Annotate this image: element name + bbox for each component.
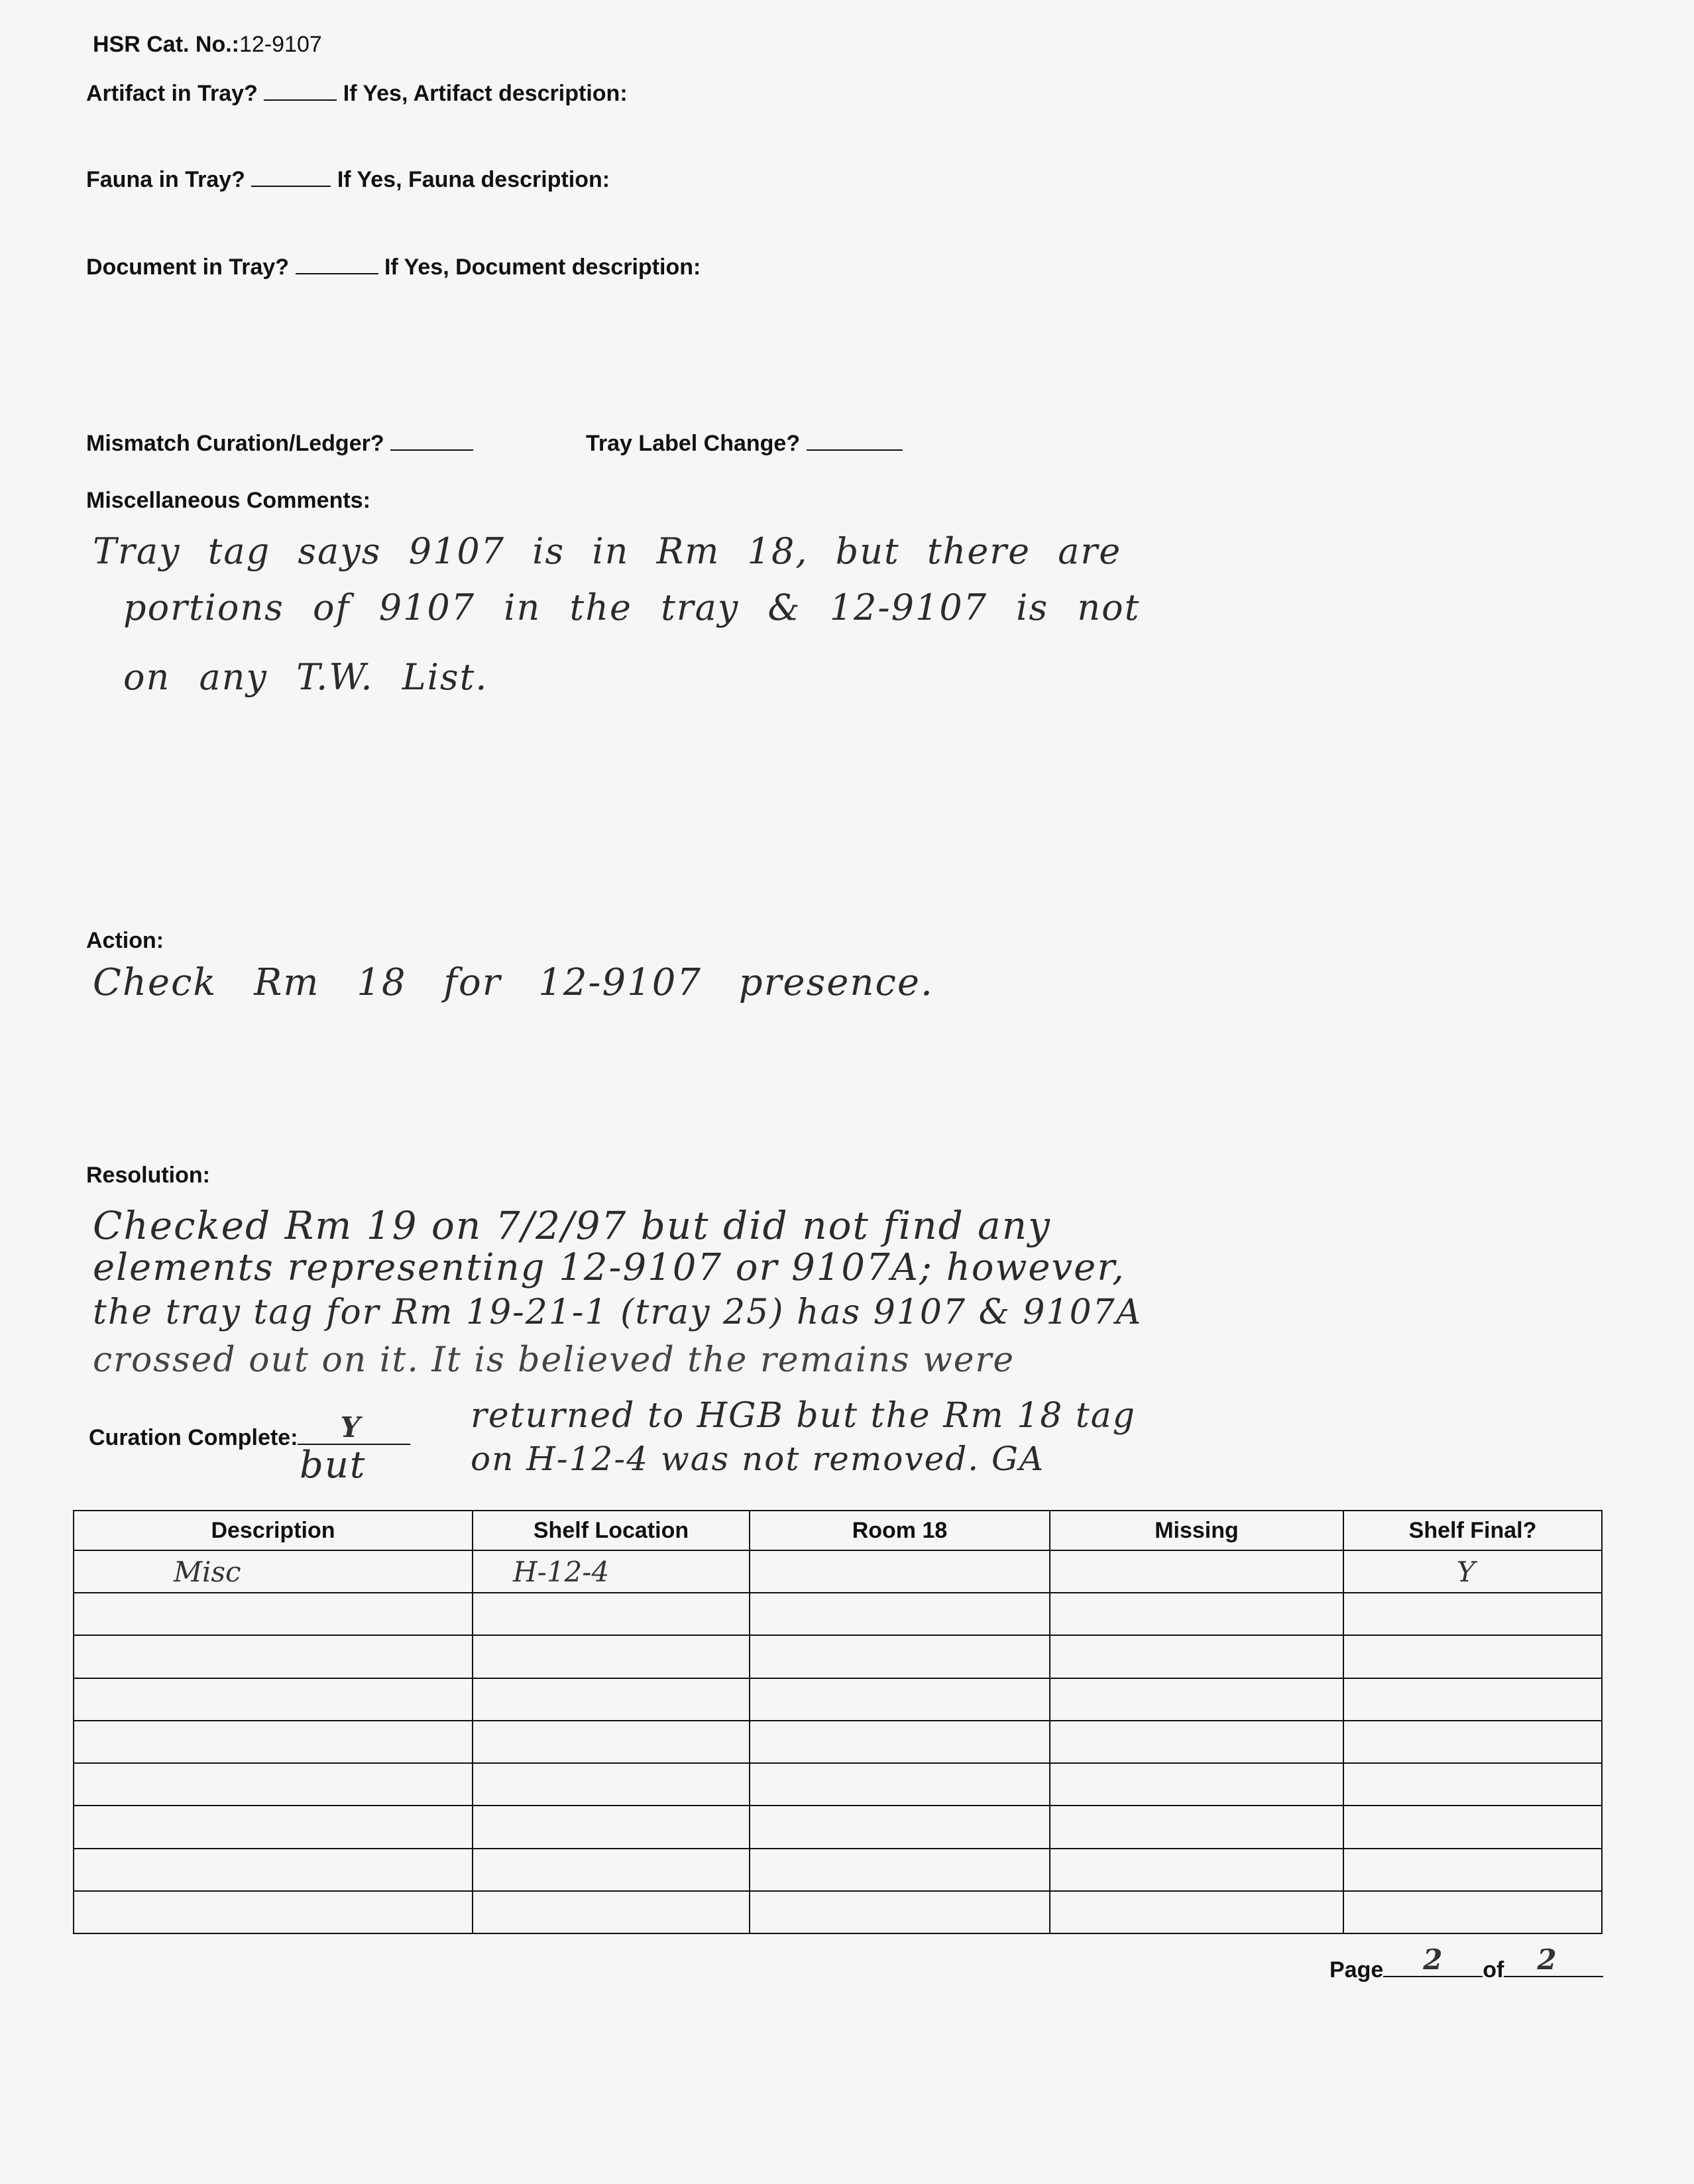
cell-value-missing bbox=[1050, 1598, 1077, 1631]
resolution-prefix-but: but bbox=[300, 1444, 367, 1487]
cell-value-shelf-location bbox=[473, 1598, 513, 1631]
table-cell-description bbox=[74, 1635, 473, 1678]
cell-value-room-18 bbox=[750, 1853, 777, 1886]
table-row bbox=[74, 1806, 1602, 1848]
cell-value-description bbox=[74, 1683, 174, 1715]
table-cell-shelf-final bbox=[1343, 1721, 1602, 1763]
document-description-label: If Yes, Document description: bbox=[384, 255, 701, 280]
table-cell-shelf-final bbox=[1343, 1678, 1602, 1721]
table-header-row bbox=[74, 1511, 1602, 1550]
table-cell-room-18 bbox=[750, 1678, 1050, 1721]
page-number-line bbox=[1329, 1943, 1603, 1983]
document-question-label: Document in Tray? bbox=[86, 255, 290, 280]
table-cell-description bbox=[74, 1806, 473, 1848]
artifact-description-label: If Yes, Artifact description: bbox=[343, 81, 628, 106]
table-cell-shelf-location bbox=[473, 1593, 750, 1635]
cell-value-description: Misc bbox=[174, 1555, 241, 1588]
cell-value-description bbox=[74, 1853, 174, 1886]
cell-value-room-18 bbox=[750, 1768, 777, 1801]
table-cell-room-18 bbox=[750, 1721, 1050, 1763]
fauna-answer-blank bbox=[251, 186, 331, 187]
mismatch-line bbox=[86, 431, 473, 457]
table-cell-room-18 bbox=[750, 1550, 1050, 1593]
column-header-missing: Missing bbox=[1050, 1511, 1343, 1550]
cat-number-line bbox=[93, 32, 322, 58]
fauna-line bbox=[86, 167, 610, 193]
cell-value-description bbox=[74, 1725, 174, 1758]
cell-value-room-18 bbox=[750, 1683, 777, 1715]
table-cell-description bbox=[74, 1849, 473, 1891]
cell-value-shelf-final bbox=[1344, 1640, 1457, 1673]
column-header-shelf-location: Shelf Location bbox=[473, 1511, 750, 1550]
cell-value-description bbox=[74, 1640, 174, 1673]
artifact-answer-blank bbox=[264, 99, 337, 101]
table-cell-shelf-final bbox=[1343, 1593, 1602, 1635]
table-cell-shelf-location bbox=[473, 1849, 750, 1891]
table-cell-description bbox=[74, 1678, 473, 1721]
fauna-description-label: If Yes, Fauna description: bbox=[337, 167, 610, 192]
cell-value-room-18 bbox=[750, 1640, 777, 1673]
cell-value-missing bbox=[1050, 1725, 1077, 1758]
cell-value-shelf-final bbox=[1344, 1598, 1457, 1631]
table-cell-description bbox=[74, 1721, 473, 1763]
cell-value-room-18 bbox=[750, 1556, 777, 1588]
cell-value-shelf-location bbox=[473, 1811, 513, 1843]
table-cell-missing bbox=[1050, 1635, 1343, 1678]
table-cell-missing bbox=[1050, 1721, 1343, 1763]
cell-value-description bbox=[74, 1598, 174, 1631]
table-cell-shelf-location bbox=[473, 1678, 750, 1721]
table-cell-shelf-location bbox=[473, 1635, 750, 1678]
table-cell-shelf-final bbox=[1343, 1635, 1602, 1678]
artifact-line bbox=[86, 81, 628, 107]
cell-value-shelf-location: H-12-4 bbox=[513, 1555, 610, 1588]
table-cell-missing bbox=[1050, 1849, 1343, 1891]
cell-value-shelf-location bbox=[473, 1683, 513, 1715]
cell-value-shelf-final bbox=[1344, 1683, 1457, 1715]
table-cell-room-18 bbox=[750, 1849, 1050, 1891]
table-cell-missing bbox=[1050, 1763, 1343, 1806]
table-row bbox=[74, 1763, 1602, 1806]
mismatch-answer-blank bbox=[390, 449, 473, 451]
cell-value-description bbox=[74, 1768, 174, 1801]
cell-value-room-18 bbox=[750, 1896, 777, 1928]
resolution-line-2: elements representing 12-9107 or 9107A; however, bbox=[93, 1246, 1125, 1289]
page-number-value: 2 bbox=[1423, 1943, 1443, 1976]
table-cell-description bbox=[74, 1891, 473, 1933]
curation-complete-value: Y bbox=[340, 1411, 361, 1444]
table-cell-shelf-final bbox=[1343, 1849, 1602, 1891]
table-cell-shelf-final bbox=[1343, 1763, 1602, 1806]
cell-value-missing bbox=[1050, 1896, 1077, 1928]
table-cell-shelf-final bbox=[1343, 1806, 1602, 1848]
cell-value-shelf-final bbox=[1344, 1853, 1457, 1886]
cell-value-shelf-location bbox=[473, 1896, 513, 1928]
table-cell-missing bbox=[1050, 1891, 1343, 1933]
table-cell-room-18 bbox=[750, 1635, 1050, 1678]
action-handwritten: Check Rm 18 for 12-9107 presence. bbox=[93, 961, 934, 1004]
cell-value-room-18 bbox=[750, 1598, 777, 1631]
cell-value-shelf-final bbox=[1344, 1811, 1457, 1843]
table-row bbox=[74, 1593, 1602, 1635]
cell-value-description bbox=[74, 1811, 174, 1843]
column-header-room-18: Room 18 bbox=[750, 1511, 1050, 1550]
cell-value-shelf-final bbox=[1344, 1896, 1457, 1928]
column-header-description: Description bbox=[74, 1511, 473, 1550]
table-cell-shelf-location bbox=[473, 1763, 750, 1806]
table-cell-shelf-final bbox=[1343, 1891, 1602, 1933]
table-row bbox=[74, 1635, 1602, 1678]
misc-comments-label: Miscellaneous Comments: bbox=[86, 488, 370, 513]
resolution-line-1: Checked Rm 19 on 7/2/97 but did not find any bbox=[93, 1203, 1051, 1248]
table-row bbox=[74, 1678, 1602, 1721]
table-cell-room-18 bbox=[750, 1593, 1050, 1635]
resolution-line-6: on H-12-4 was not removed. GA bbox=[471, 1440, 1045, 1478]
cell-value-room-18 bbox=[750, 1811, 777, 1843]
table-cell-description bbox=[74, 1763, 473, 1806]
cell-value-shelf-final: Y bbox=[1457, 1555, 1475, 1588]
tray-label-change-label: Tray Label Change? bbox=[586, 431, 801, 456]
table-cell-room-18 bbox=[750, 1891, 1050, 1933]
cell-value-missing bbox=[1050, 1768, 1077, 1801]
cell-value-shelf-location bbox=[473, 1853, 513, 1886]
misc-comment-line-1: Tray tag says 9107 is in Rm 18, but there are bbox=[93, 530, 1122, 572]
table-row bbox=[74, 1550, 1602, 1593]
cell-value-missing bbox=[1050, 1811, 1077, 1843]
total-pages-blank bbox=[1504, 1943, 1603, 1977]
cell-value-shelf-location bbox=[473, 1768, 513, 1801]
artifact-question-label: Artifact in Tray? bbox=[86, 81, 258, 106]
tray-label-change-line bbox=[586, 431, 903, 457]
table-cell-description bbox=[74, 1550, 473, 1593]
table-cell-shelf-final bbox=[1343, 1550, 1602, 1593]
table-row bbox=[74, 1891, 1602, 1933]
cat-number-label: HSR Cat. No.: bbox=[93, 32, 239, 57]
cell-value-shelf-location bbox=[473, 1725, 513, 1758]
cat-number-value: 12-9107 bbox=[239, 32, 322, 57]
table-cell-missing bbox=[1050, 1678, 1343, 1721]
curation-complete-label: Curation Complete: bbox=[89, 1425, 298, 1450]
resolution-line-5: returned to HGB but the Rm 18 tag bbox=[471, 1396, 1137, 1436]
column-header-shelf-final: Shelf Final? bbox=[1343, 1511, 1602, 1550]
page-label: Page bbox=[1329, 1957, 1384, 1983]
resolution-line-3: the tray tag for Rm 19-21-1 (tray 25) has 9107 & 9107A bbox=[93, 1293, 1143, 1332]
resolution-label: Resolution: bbox=[86, 1163, 210, 1188]
cell-value-missing bbox=[1050, 1683, 1077, 1715]
page-number-blank bbox=[1383, 1943, 1483, 1977]
tray-table bbox=[73, 1510, 1603, 1934]
table-cell-missing bbox=[1050, 1550, 1343, 1593]
table-cell-description bbox=[74, 1593, 473, 1635]
table-cell-room-18 bbox=[750, 1806, 1050, 1848]
cell-value-shelf-final bbox=[1344, 1725, 1457, 1758]
of-label: of bbox=[1483, 1957, 1504, 1983]
table-row bbox=[74, 1721, 1602, 1763]
total-pages-value: 2 bbox=[1537, 1943, 1557, 1976]
tray-label-change-blank bbox=[807, 449, 903, 451]
mismatch-label: Mismatch Curation/Ledger? bbox=[86, 431, 384, 456]
table-cell-room-18 bbox=[750, 1763, 1050, 1806]
table-cell-shelf-location bbox=[473, 1721, 750, 1763]
table-cell-missing bbox=[1050, 1806, 1343, 1848]
resolution-line-4: crossed out on it. It is believed the remains were bbox=[93, 1340, 1015, 1380]
table-row bbox=[74, 1849, 1602, 1891]
table-cell-shelf-location bbox=[473, 1891, 750, 1933]
misc-comment-line-2: portions of 9107 in the tray & 12-9107 is not bbox=[123, 587, 1141, 628]
table-cell-missing bbox=[1050, 1593, 1343, 1635]
action-label: Action: bbox=[86, 928, 164, 953]
cell-value-shelf-final bbox=[1344, 1768, 1457, 1801]
table-cell-shelf-location bbox=[473, 1550, 750, 1593]
table-cell-shelf-location bbox=[473, 1806, 750, 1848]
fauna-question-label: Fauna in Tray? bbox=[86, 167, 245, 192]
cell-value-shelf-location bbox=[473, 1640, 513, 1673]
cell-value-description bbox=[74, 1896, 174, 1928]
document-answer-blank bbox=[296, 273, 378, 274]
misc-comment-line-3: on any T.W. List. bbox=[123, 656, 488, 698]
cell-value-missing bbox=[1050, 1556, 1077, 1588]
cell-value-missing bbox=[1050, 1853, 1077, 1886]
document-line bbox=[86, 255, 701, 280]
cell-value-missing bbox=[1050, 1640, 1077, 1673]
cell-value-room-18 bbox=[750, 1725, 777, 1758]
